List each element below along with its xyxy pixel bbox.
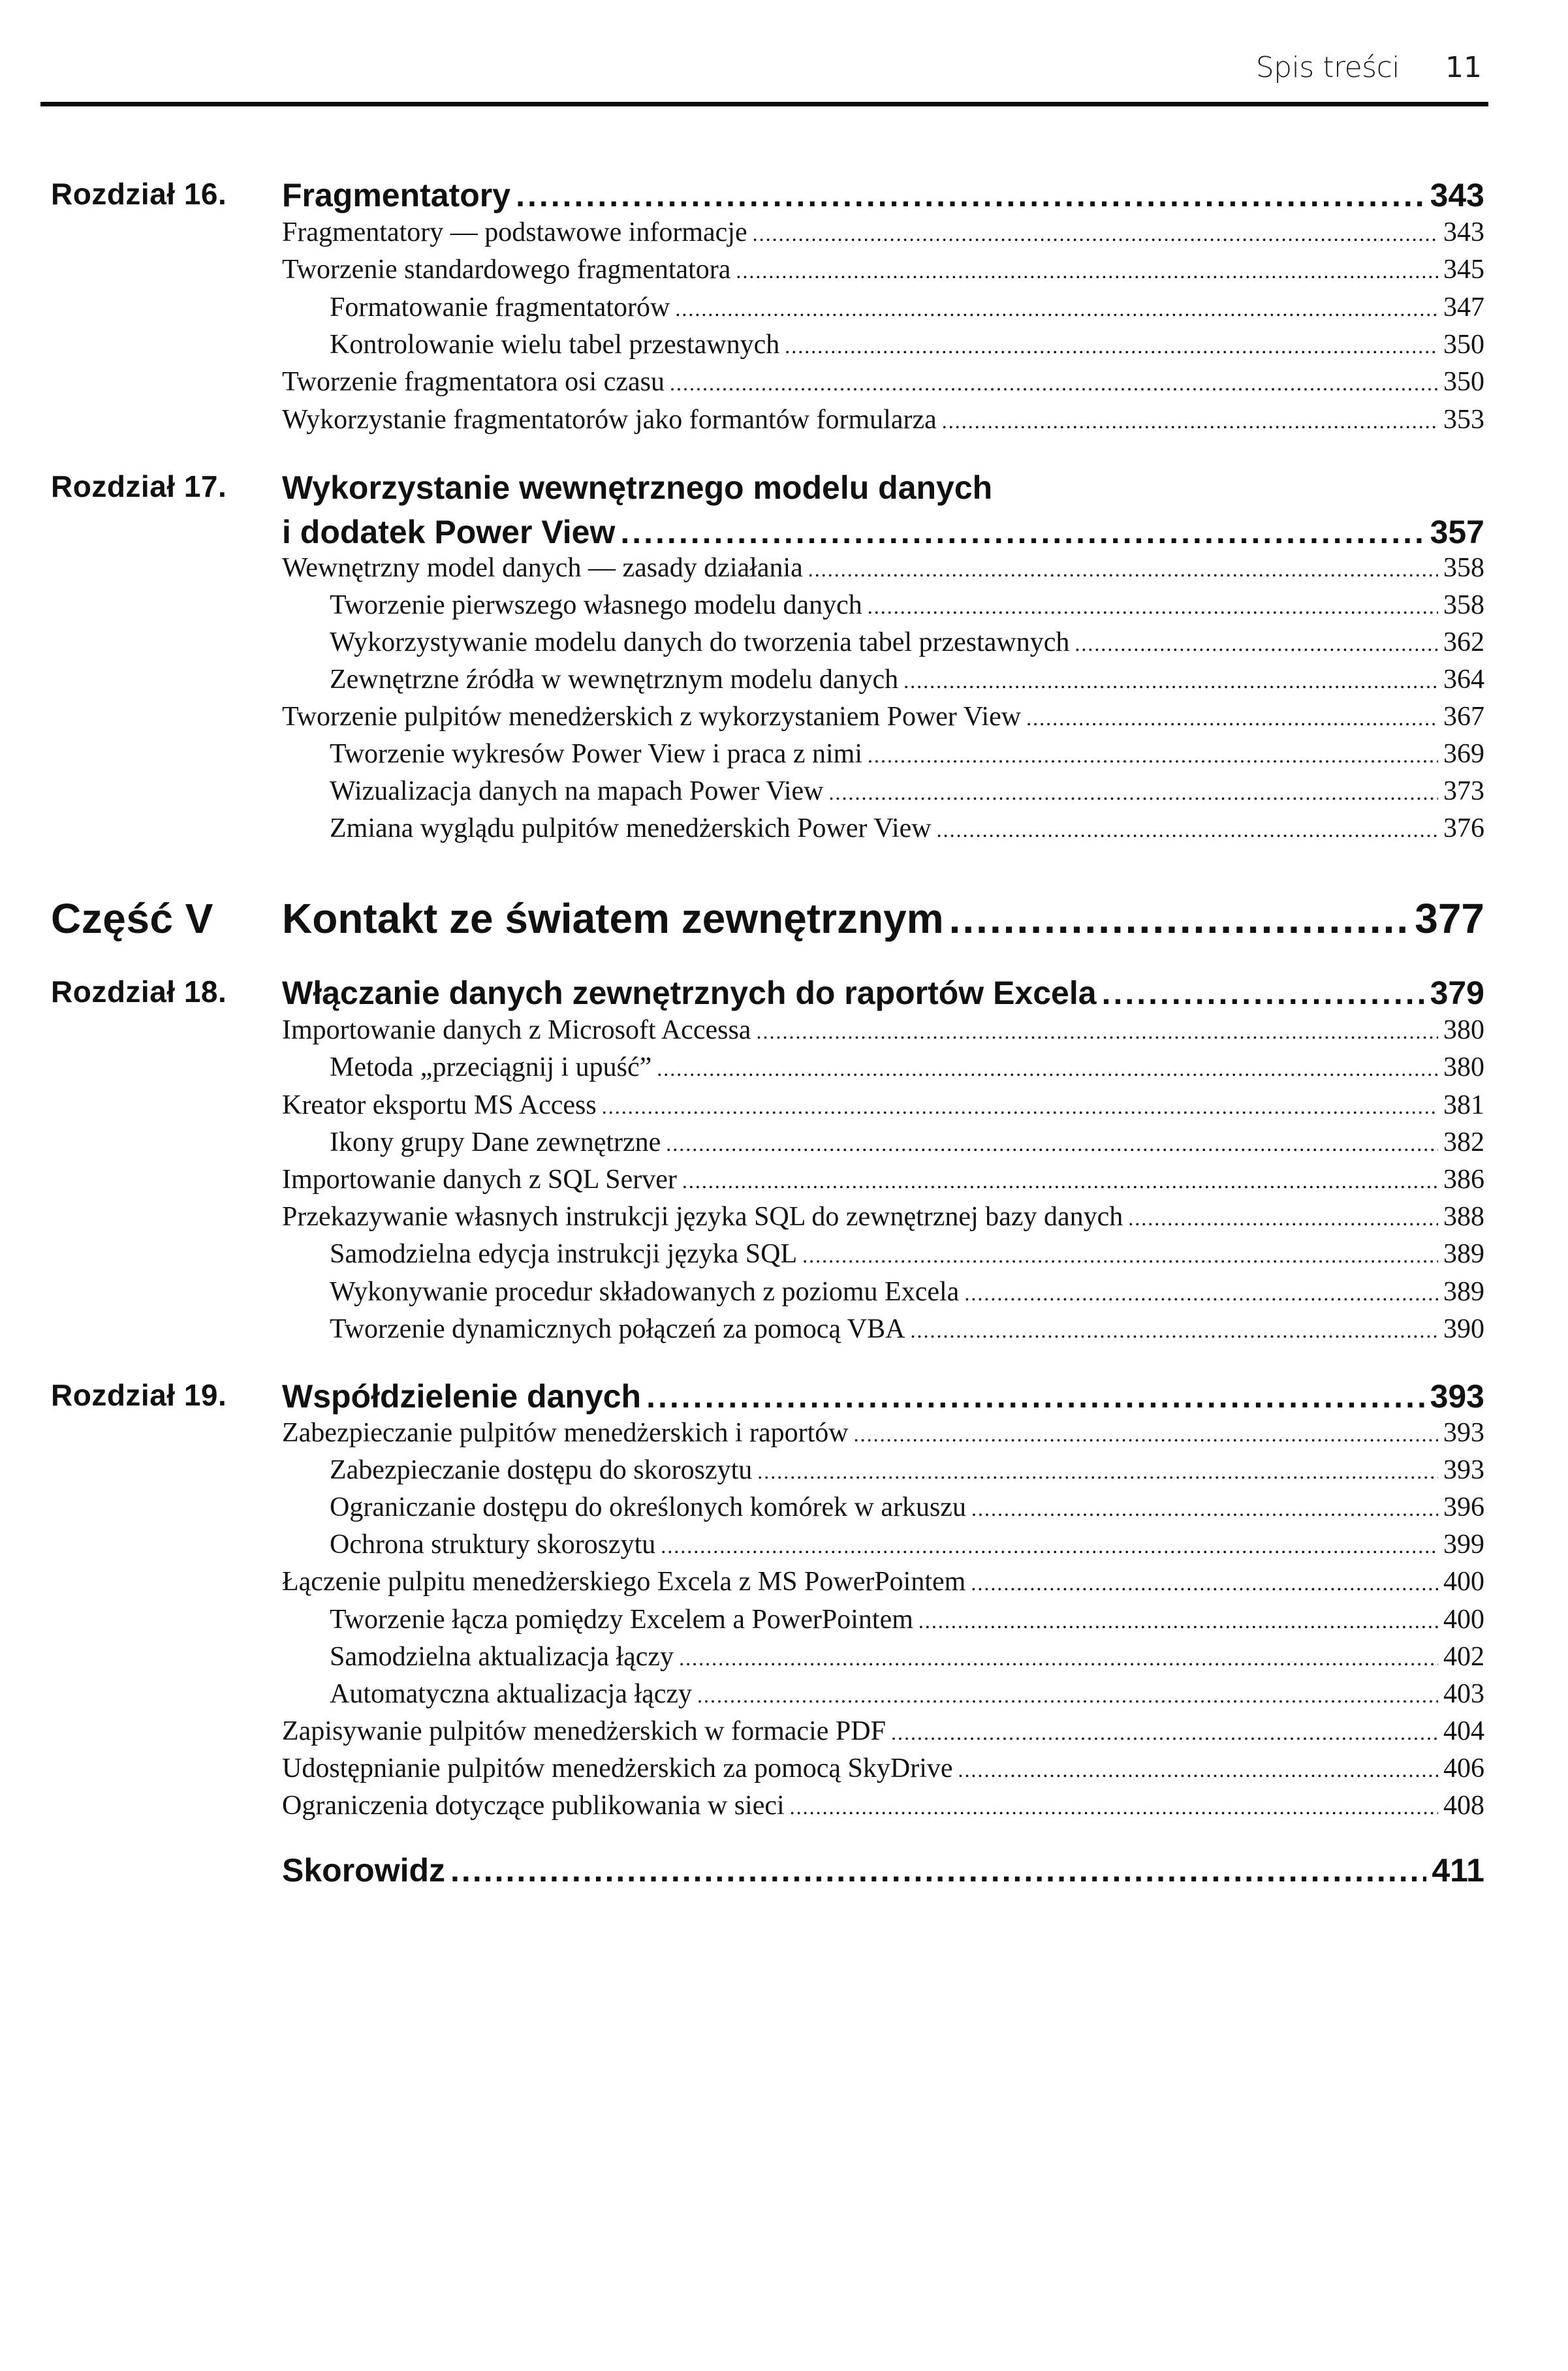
chapter-label: Rozdział 18. [51,975,227,1009]
subsection-title: Ochrona struktury skoroszytu [330,1530,656,1560]
toc-entry[interactable] [282,1753,1484,1784]
toc-entry[interactable] [330,1604,1484,1635]
chapter-title: Fragmentatory [282,177,511,213]
dot-leader [958,1753,1438,1784]
page-ref: 390 [1443,1314,1484,1344]
index-title: Skorowidz [282,1852,446,1889]
dot-leader [949,894,1410,943]
toc-entry[interactable] [330,1492,1484,1523]
toc-entry[interactable] [330,627,1484,658]
toc-entry[interactable] [330,1127,1484,1158]
dot-leader [1026,701,1438,732]
section-title: Przekazywanie własnych instrukcji języka SQL do zewnętrznej bazy danych [282,1202,1123,1232]
dot-leader [808,552,1438,584]
dot-leader [918,1604,1438,1635]
page-ref: 411 [1432,1852,1484,1889]
toc-entry[interactable] [330,1641,1484,1672]
page-ref: 403 [1443,1679,1484,1709]
toc-entry[interactable] [282,1201,1484,1233]
page-ref: 402 [1443,1642,1484,1672]
subsection-title: Ikony grupy Dane zewnętrzne [330,1127,661,1157]
section-title: Zapisywanie pulpitów menedżerskich w formacie PDF [282,1716,886,1746]
toc-entry[interactable] [282,404,1484,435]
toc-entry[interactable] [330,1454,1484,1486]
subsection-title: Automatyczna aktualizacja łączy [330,1679,693,1709]
section-title: Fragmentatory — podstawowe informacje [282,217,747,247]
toc-entry[interactable] [330,1529,1484,1560]
toc-entry[interactable] [282,1164,1484,1195]
chapter-label: Rozdział 17. [51,469,227,503]
page-ref: 393 [1430,1378,1484,1415]
toc-entry[interactable] [282,176,1484,214]
toc-entry[interactable] [282,1851,1484,1889]
page-ref: 362 [1443,627,1484,657]
chapter-label: Rozdział 16. [51,177,227,211]
toc-entry[interactable] [330,776,1484,807]
toc-entry[interactable] [282,366,1484,398]
page-ref: 350 [1443,330,1484,360]
dot-leader [868,589,1438,621]
toc-entry-title-line1[interactable] [282,469,1484,507]
toc-entry[interactable] [330,664,1484,695]
dot-leader [736,254,1438,285]
section-title: Tworzenie standardowego fragmentatora [282,255,731,285]
dot-leader [670,366,1438,398]
dot-leader [854,1417,1438,1449]
toc-entry[interactable] [282,701,1484,732]
page-ref: 367 [1443,702,1484,732]
toc-entry[interactable] [330,1678,1484,1710]
chapter-title: Współdzielenie danych [282,1378,642,1415]
toc-entry[interactable] [282,1566,1484,1597]
dot-leader [891,1716,1438,1747]
dot-leader [868,738,1438,770]
section-title: Wewnętrzny model danych — zasady działania [282,553,803,583]
section-title: Udostępnianie pulpitów menedżerskich za pomocą SkyDrive [282,1753,953,1783]
dot-leader [682,1164,1438,1195]
section-title: Wykorzystanie fragmentatorów jako formantów formularza [282,405,937,435]
section-title: Tworzenie pulpitów menedżerskich z wykorzystaniem Power View [282,702,1022,732]
toc-entry[interactable] [330,738,1484,770]
page-number: 11 [1445,51,1482,84]
subsection-title: Tworzenie pierwszego własnego modelu danych [330,590,862,620]
subsection-title: Wykonywanie procedur składowanych z poziomu Excela [330,1277,960,1307]
dot-leader [903,664,1438,695]
page-ref: 380 [1443,1015,1484,1045]
subsection-title: Kontrolowanie wielu tabel przestawnych [330,330,780,360]
dot-leader [753,217,1438,248]
dot-leader [646,1377,1424,1415]
toc-entry[interactable] [282,552,1484,584]
page-ref: 389 [1443,1239,1484,1269]
dot-leader [964,1276,1438,1308]
toc-entry[interactable] [330,1052,1484,1083]
dot-leader [679,1641,1438,1672]
subsection-title: Tworzenie łącza pomiędzy Excelem a PowerPointem [330,1605,913,1635]
dot-leader [802,1238,1438,1270]
page-ref: 377 [1415,895,1484,942]
dot-leader [971,1492,1438,1523]
page-ref: 381 [1443,1090,1484,1120]
toc-entry[interactable] [282,1014,1484,1046]
section-title: Zabezpieczanie pulpitów menedżerskich i raportów [282,1418,849,1448]
dot-leader [657,1052,1438,1083]
subsection-title: Metoda „przeciągnij i upuść” [330,1052,652,1082]
header-rule [40,102,1488,106]
page-ref: 396 [1443,1492,1484,1522]
part-label: Część V [51,895,213,942]
toc-entry[interactable] [282,894,1484,943]
page-ref: 399 [1443,1530,1484,1560]
subsection-title: Wykorzystywanie modelu danych do tworzenia tabel przestawnych [330,627,1070,657]
dot-leader [757,1454,1438,1486]
subsection-title: Zmiana wyglądu pulpitów menedżerskich Power View [330,813,932,843]
subsection-title: Tworzenie dynamicznych połączeń za pomocą VBA [330,1314,905,1344]
dot-leader [661,1529,1438,1560]
toc-entry[interactable] [282,1790,1484,1821]
page-ref: 406 [1443,1753,1484,1783]
toc-entry[interactable] [282,254,1484,285]
page-ref: 343 [1443,217,1484,247]
toc-entry[interactable] [282,1377,1484,1415]
dot-leader [1102,974,1425,1012]
page-ref: 373 [1443,776,1484,806]
chapter-title: Włączanie danych zewnętrznych do raportów Excela [282,975,1097,1011]
dot-leader [450,1851,1426,1889]
page-ref: 364 [1443,665,1484,695]
page-ref: 400 [1443,1605,1484,1635]
toc-entry[interactable] [282,1716,1484,1747]
subsection-title: Samodzielna edycja instrukcji języka SQL [330,1239,798,1269]
section-title: Łączenie pulpitu menedżerskiego Excela z MS PowerPointem [282,1567,966,1597]
toc-entry[interactable] [282,513,1484,551]
subsection-title: Zewnętrzne źródła w wewnętrznym modelu danych [330,665,899,695]
toc-entry[interactable] [330,1313,1484,1345]
page-ref: 408 [1443,1791,1484,1821]
page-ref: 358 [1443,590,1484,620]
chapter-title-line2: i dodatek Power View [282,514,616,550]
page-ref: 388 [1443,1202,1484,1232]
dot-leader [602,1090,1438,1121]
page-ref: 379 [1430,975,1484,1011]
toc-entry[interactable] [330,813,1484,844]
page-ref: 404 [1443,1716,1484,1746]
page-ref: 357 [1430,514,1484,550]
dot-leader [1128,1201,1438,1233]
page-ref: 382 [1443,1127,1484,1157]
toc-entry[interactable] [330,589,1484,621]
dot-leader [675,292,1438,323]
dot-leader [790,1790,1438,1821]
dot-leader [516,176,1424,214]
toc-entry[interactable] [330,1238,1484,1270]
dot-leader [666,1127,1438,1158]
page-ref: 345 [1443,255,1484,285]
toc-entry[interactable] [282,217,1484,248]
toc-entry[interactable] [282,1090,1484,1121]
subsection-title: Tworzenie wykresów Power View i praca z nimi [330,739,863,769]
toc-entry[interactable] [330,292,1484,323]
page-ref: 380 [1443,1052,1484,1082]
page-ref: 389 [1443,1277,1484,1307]
subsection-title: Wizualizacja danych na mapach Power View [330,776,824,806]
section-title: Importowanie danych z SQL Server [282,1165,677,1195]
section-title: Tworzenie fragmentatora osi czasu [282,367,665,397]
toc-entry[interactable] [330,329,1484,360]
page-ref: 350 [1443,367,1484,397]
dot-leader [829,776,1438,807]
toc-entry[interactable] [330,1276,1484,1308]
section-title: Importowanie danych z Microsoft Accessa [282,1015,751,1045]
part-title: Kontakt ze światem zewnętrznym [282,895,944,942]
dot-leader [785,329,1438,360]
running-title: Spis treści [1255,51,1400,84]
subsection-title: Samodzielna aktualizacja łączy [330,1642,674,1672]
dot-leader [971,1566,1438,1597]
dot-leader [910,1313,1438,1345]
page-ref: 393 [1443,1418,1484,1448]
page-ref: 358 [1443,553,1484,583]
toc-entry[interactable] [282,974,1484,1012]
page-ref: 400 [1443,1567,1484,1597]
page-ref: 369 [1443,739,1484,769]
subsection-title: Zabezpieczanie dostępu do skoroszytu [330,1455,753,1485]
dot-leader [756,1014,1438,1046]
dot-leader [620,513,1424,551]
page-ref: 353 [1443,405,1484,435]
subsection-title: Formatowanie fragmentatorów [330,292,670,322]
page-ref: 393 [1443,1455,1484,1485]
dot-leader [942,404,1438,435]
section-title: Kreator eksportu MS Access [282,1090,597,1120]
chapter-title-line1: Wykorzystanie wewnętrznego modelu danych [282,469,993,506]
page-ref: 347 [1443,292,1484,322]
subsection-title: Ograniczanie dostępu do określonych komórek w arkuszu [330,1492,967,1522]
page-ref: 343 [1430,177,1484,213]
dot-leader [697,1678,1438,1710]
toc-entry[interactable] [282,1417,1484,1449]
dot-leader [1074,627,1438,658]
page-ref: 376 [1443,813,1484,843]
dot-leader [937,813,1438,844]
chapter-label: Rozdział 19. [51,1378,227,1412]
section-title: Ograniczenia dotyczące publikowania w sieci [282,1791,785,1821]
page-ref: 386 [1443,1165,1484,1195]
page-header [0,0,1568,131]
